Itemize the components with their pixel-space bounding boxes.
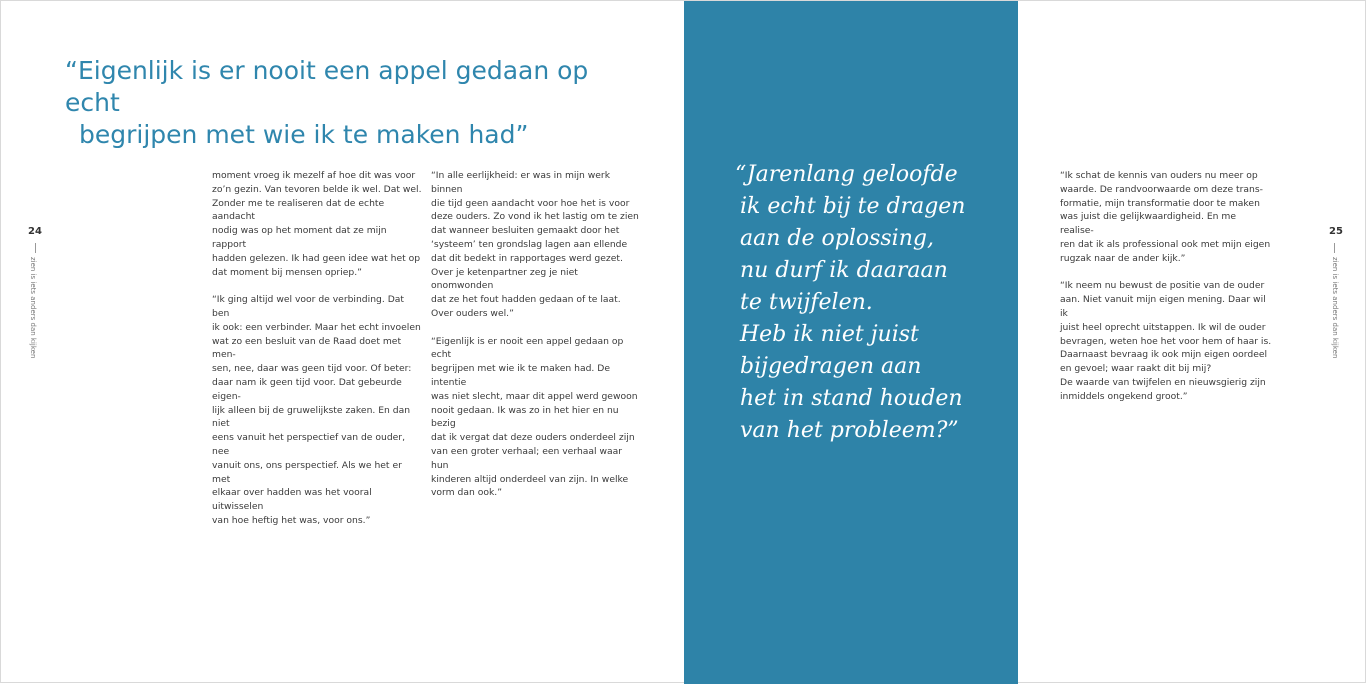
script-quote-line: Heb ik niet juist [740,322,919,347]
page-number-right: 25 [1329,226,1343,237]
paragraph: “Eigenlijk is er nooit een appel gedaan op echt begrijpen met wie ik te maken had. De intentie was niet slecht, maar dit appel werd gewoon nooit gedaan. Ik was zo in het hier en nu bezig dat ik vergat dat deze ouders onderdeel zijn van een groter verhaal; een verhaal waar hun kinderen altijd onderdeel van zijn. In welke vorm dan ook.” [431,335,638,499]
paragraph: “Ik ging altijd wel voor de verbinding. Dat ben ik ook: een verbinder. Maar het echt invoelen wat zo een besluit van de Raad doet met men- sen, nee, daar was geen tijd voor. Of beter: daar nam ik geen tijd voor. Dat gebeurde eigen- lijk alleen bij de gruwelijkste zaken. En dan niet eens vanuit het perspectief van de ouder, nee vanuit ons, ons perspectief. Als we het er met elkaar over hadden was het vooral uitwisselen van hoe heftig het was, voor ons.” [212,294,421,526]
script-quote-line: nu durf ik daaraan [740,258,948,283]
text-column-3 [1060,169,1272,417]
page-number-divider-left [35,243,36,253]
paragraph: moment vroeg ik mezelf af hoe dit was voor zo’n gezin. Van tevoren belde ik wel. Dat wel. Zonder me te realiseren dat de echte aandacht nodig was op het moment dat ze mijn rapport hadden gelezen. Ik had geen idee wat het op dat moment bij mensen opriep.” [212,170,422,278]
page-number-left: 24 [28,226,42,237]
running-header-left: zien is iets anders dan kijken [29,257,37,359]
paragraph: “Ik schat de kennis van ouders nu meer op waarde. De randvoorwaarde om deze trans- formatie, mijn transformatie door te maken was juist die gelijkwaardigheid. En me realise- ren dat ik als professional ook met mijn eigen rugzak naar de ander kijk.” [1060,170,1271,264]
pull-quote-heading [65,55,625,151]
script-quote-line: ik echt bij te dragen [740,194,966,219]
pull-quote-line-2: begrijpen met wie ik te maken had” [79,120,529,149]
script-quote-line: bijgedragen aan [740,354,922,379]
text-column-2 [431,169,641,514]
paragraph: “In alle eerlijkheid: er was in mijn werk binnen die tijd geen aandacht voor hoe het is voor deze ouders. Zo vond ik het lastig om te zien dat wanneer besluiten gemaakt door het ‘systeem’ ten grondslag lagen aan ellende dat dit bedekt in rapportages werd gezet. Over je ketenpartner zeg je niet onomwonden dat ze het fout hadden gedaan of te laat. Over ouders wel.” [431,170,639,319]
page-number-divider-right [1334,243,1335,253]
script-quote-line: “Jarenlang geloofde [735,162,958,187]
quote-panel [684,1,1018,684]
script-quote-line: van het probleem?” [740,418,959,443]
script-quote-line: te twijfelen. [740,290,873,315]
script-quote-line: aan de oplossing, [740,226,934,251]
script-quote-line: het in stand houden [740,386,963,411]
running-header-right: zien is iets anders dan kijken [1331,257,1339,359]
text-column-1 [212,169,422,542]
script-quote [735,159,1005,447]
pull-quote-line-1: “Eigenlijk is er nooit een appel gedaan op echt [65,56,589,117]
paragraph: “Ik neem nu bewust de positie van de ouder aan. Niet vanuit mijn eigen mening. Daar wil ik juist heel oprecht uitstappen. Ik wil de ouder bevragen, weten hoe het voor hem of haar is. Daarnaast bevraag ik ook mijn eigen oordeel en gevoel; waar raakt dit bij mij? De waarde van twijfelen en nieuwsgierig zijn inmiddels ongekend groot.” [1060,280,1272,402]
